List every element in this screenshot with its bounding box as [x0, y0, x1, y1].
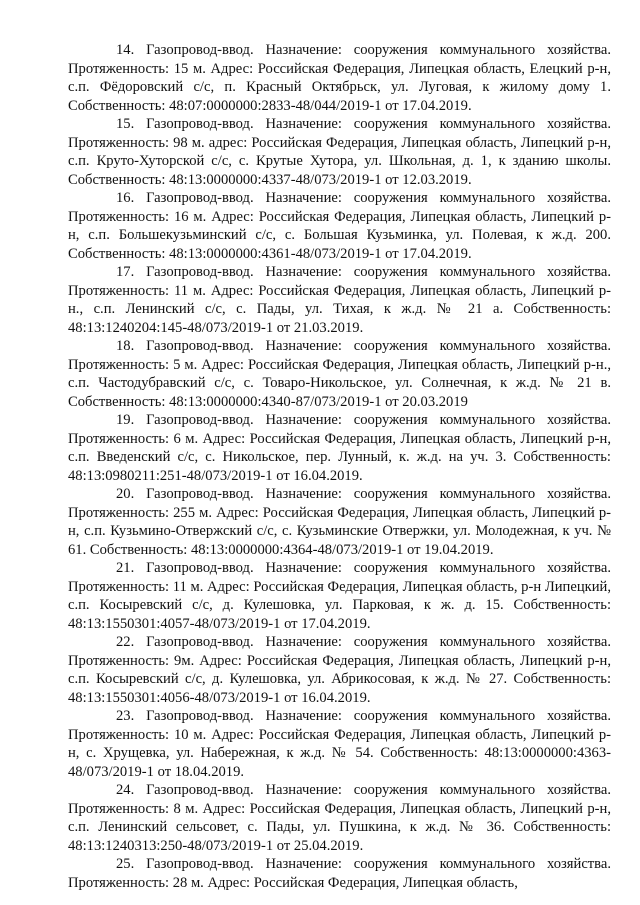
item-number: 14.	[116, 42, 135, 58]
list-item-24	[68, 781, 611, 855]
item-text: Газопровод-ввод. Назначение: сооружения коммунального хозяйства. Протяженность: 255 м. Адрес: Российская Федерация, Липецкая область, Липецкий р-н, с.п. Кузьмино-Отвержский с/с, с. Кузьминские Отвержки, ул. Молодежная, к уч. № 61. Собственность: 48:13:0000000:4364-48/073/2019-1 от 19.04.2019.	[68, 486, 611, 558]
list-item-14	[68, 41, 611, 115]
list-item-19	[68, 411, 611, 485]
paragraph	[68, 41, 611, 115]
item-text: Газопровод-ввод. Назначение: сооружения коммунального хозяйства. Протяженность: 98 м. адрес: Российская Федерация, Липецкая область, Липецкий р-н, с.п. Круто-Хуторской с/с, с. Крутые Хутора, ул. Школьная, д. 1, к зданию школы. Собственность: 48:13:0000000:4337-48/073/2019-1 от 12.03.2019.	[68, 116, 611, 188]
list-item-18	[68, 337, 611, 411]
item-number: 21.	[116, 560, 135, 576]
item-number: 22.	[116, 634, 135, 650]
paragraph	[68, 559, 611, 633]
item-number: 16.	[116, 190, 135, 206]
list-item-23	[68, 707, 611, 781]
item-text: Газопровод-ввод. Назначение: сооружения коммунального хозяйства. Протяженность: 15 м. Адрес: Российская Федерация, Липецкая область, Елецкий р-н, с.п. Фёдоровский с/с, п. Красный Октябрьск, ул. Луговая, к жилому дому 1. Собственность: 48:07:0000000:2833-48/044/2019-1 от 17.04.2019.	[68, 42, 611, 114]
item-text: Газопровод-ввод. Назначение: сооружения коммунального хозяйства. Протяженность: 8 м. Адрес: Российская Федерация, Липецкая область, Липецкий р-н, с.п. Ленинский сельсовет, с. Пады, ул. Пушкина, к ж.д. № 36. Собственность: 48:13:1240313:250-48/073/2019-1 от 25.04.2019.	[68, 782, 611, 854]
item-text: Газопровод-ввод. Назначение: сооружения коммунального хозяйства. Протяженность: 28 м. Адрес: Российская Федерация, Липецкая область,	[68, 856, 611, 891]
paragraph	[68, 189, 611, 263]
document-page	[68, 41, 611, 892]
paragraph	[68, 337, 611, 411]
list-item-20	[68, 485, 611, 559]
paragraph	[68, 115, 611, 189]
item-number: 17.	[116, 264, 135, 280]
item-number: 20.	[116, 486, 135, 502]
list-item-17	[68, 263, 611, 337]
item-text: Газопровод-ввод. Назначение: сооружения коммунального хозяйства. Протяженность: 6 м. Адрес: Российская Федерация, Липецкая область, Липецкий р-н, с.п. Введенский с/с, с. Никольское, пер. Лунный, к. ж.д. на уч. 3. Собственность: 48:13:0980211:251-48/073/2019-1 от 16.04.2019.	[68, 412, 611, 484]
item-text: Газопровод-ввод. Назначение: сооружения коммунального хозяйства. Протяженность: 11 м. Адрес: Российская Федерация, Липецкая область, р-н Липецкий, с.п. Косыревский с/с, д. Кулешовка, ул. Парковая, к ж. д. 15. Собственность: 48:13:1550301:4057-48/073/2019-1 от 17.04.2019.	[68, 560, 611, 632]
item-text: Газопровод-ввод. Назначение: сооружения коммунального хозяйства. Протяженность: 16 м. Адрес: Российская Федерация, Липецкая область, Липецкий р-н, с.п. Большекузьминский с/с, с. Большая Кузьминка, ул. Полевая, к ж.д. 200. Собственность: 48:13:0000000:4361-48/073/2019-1 от 17.04.2019.	[68, 190, 611, 262]
item-number: 18.	[116, 338, 135, 354]
list-item-15	[68, 115, 611, 189]
paragraph	[68, 485, 611, 559]
item-number: 19.	[116, 412, 135, 428]
list-item-21	[68, 559, 611, 633]
list-item-22	[68, 633, 611, 707]
paragraph	[68, 411, 611, 485]
paragraph	[68, 633, 611, 707]
paragraph	[68, 781, 611, 855]
item-text: Газопровод-ввод. Назначение: сооружения коммунального хозяйства. Протяженность: 11 м. Адрес: Российская Федерация, Липецкая область, Липецкий р-н., с.п. Ленинский с/с, с. Пады, ул. Тихая, к ж.д. № 21 а. Собственность: 48:13:1240204:145-48/073/2019-1 от 21.03.2019.	[68, 264, 611, 336]
paragraph	[68, 855, 611, 892]
paragraph	[68, 707, 611, 781]
item-text: Газопровод-ввод. Назначение: сооружения коммунального хозяйства. Протяженность: 9м. Адрес: Российская Федерация, Липецкая область, Липецкий р-н, с.п. Косыревский с/с, д. Кулешовка, ул. Абрикосовая, к ж.д. № 27. Собственность: 48:13:1550301:4056-48/073/2019-1 от 16.04.2019.	[68, 634, 611, 706]
paragraph	[68, 263, 611, 337]
list-item-25	[68, 855, 611, 892]
item-text: Газопровод-ввод. Назначение: сооружения коммунального хозяйства. Протяженность: 5 м. Адрес: Российская Федерация, Липецкая область, Липецкий р-н., с.п. Частодубравский с/с, с. Товаро-Никольское, ул. Солнечная, к ж.д. № 21 в. Собственность: 48:13:0000000:4340-87/073/2019-1 от 20.03.2019	[68, 338, 611, 410]
item-number: 15.	[116, 116, 135, 132]
item-number: 23.	[116, 708, 135, 724]
item-number: 25.	[116, 856, 135, 872]
item-text: Газопровод-ввод. Назначение: сооружения коммунального хозяйства. Протяженность: 10 м. Адрес: Российская Федерация, Липецкая область, Липецкий р-н, с. Хрущевка, ул. Набережная, к ж.д. № 54. Собственность: 48:13:0000000:4363-48/073/2019-1 от 18.04.2019.	[68, 708, 611, 780]
item-number: 24.	[116, 782, 135, 798]
list-item-16	[68, 189, 611, 263]
